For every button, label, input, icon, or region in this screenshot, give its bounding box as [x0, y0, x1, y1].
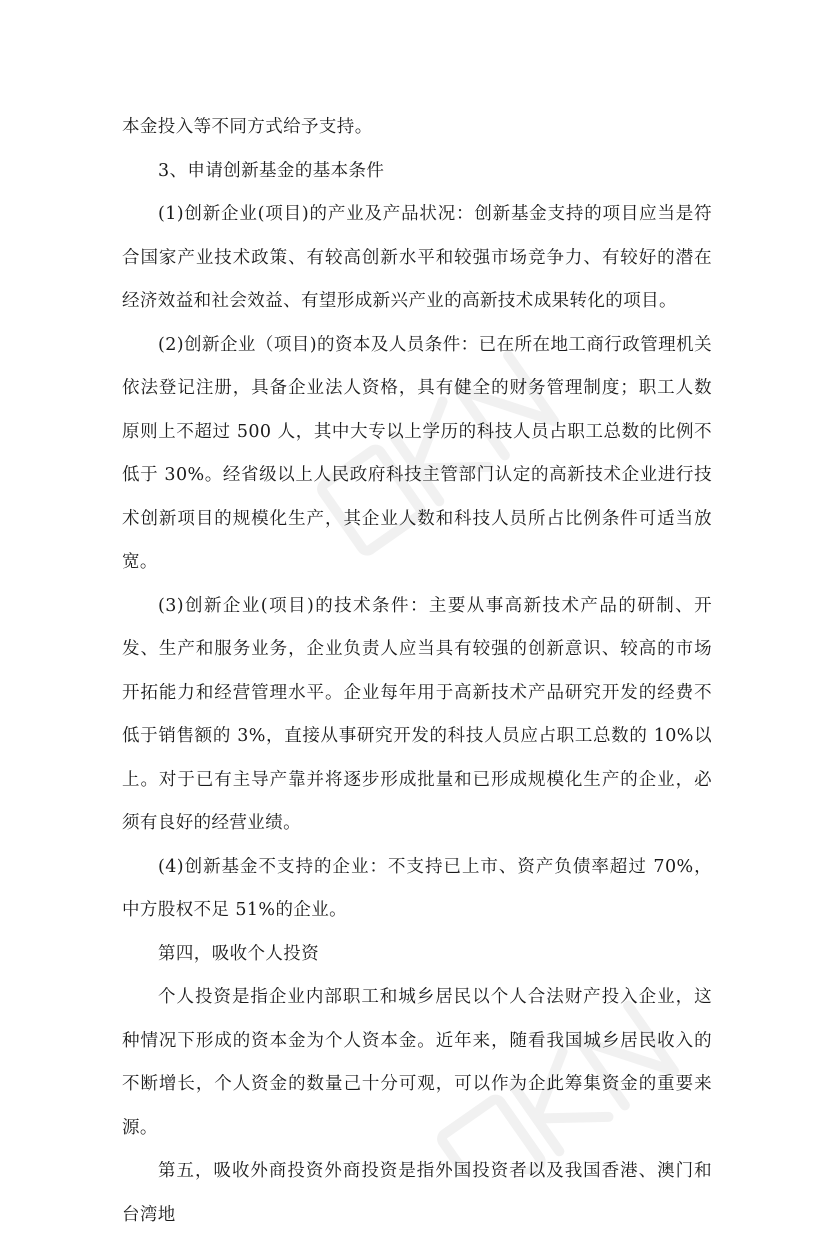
paragraph: (1)创新企业(项目)的产业及产品状况：创新基金支持的项目应当是符合国家产业技术政策、有较高创新水平和较强市场竞争力、有较好的潜在经济效益和社会效益、有望形成新兴产业的高新技术成果转化的项目。 [122, 204, 712, 311]
paragraph: (3)创新企业(项目)的技术条件：主要从事高新技术产品的研制、开发、生产和服务业务，企业负责人应当具有较强的创新意识、较高的市场开拓能力和经营管理水平。企业每年用于高新技术产品研究开发的经费不低于销售额的 3%，直接从事研究开发的科技人员应占职工总数的 10%以上。对于已有主导产靠并将逐步形成批量和已形成规模化生产的企业，必须有良好的经营业绩。 [122, 595, 712, 833]
paragraph: (2)创新企业（项目)的资本及人员条件：已在所在地工商行政管理机关依法登记注册，具备企业法人资格，具有健全的财务管理制度；职工人数原则上不超过 500 人，其中大专以上学历的科技人员占职工总数的比例不低于 30%。经省级以上人民政府科技主管部门认定的高新技术企业进行技术创新项目的规模化生产，其企业人数和科技人员所占比例条件可适当放宽。 [122, 334, 712, 572]
paragraph: 个人投资是指企业内部职工和城乡居民以个人合法财产投入企业，这种情况下形成的资本金为个人资本金。近年来，随看我国城乡居民收入的不断增长，个人资金的数量己十分可观，可以作为企此筹集资金的重要来源。 [122, 987, 712, 1138]
section-heading: 3、申请创新基金的基本条件 [158, 160, 385, 181]
paragraph: 第五，吸收外商投资外商投资是指外国投资者以及我国香港、澳门和台湾地 [122, 1161, 712, 1225]
document-body [122, 106, 712, 1237]
section-heading: 第四，吸收个人投资 [158, 943, 320, 964]
paragraph: (4)创新基金不支持的企业：不支持已上市、资产负债率超过 70%，中方股权不足 51%的企业。 [122, 856, 712, 920]
paragraph: 本金投入等不同方式给予支持。 [122, 117, 373, 137]
